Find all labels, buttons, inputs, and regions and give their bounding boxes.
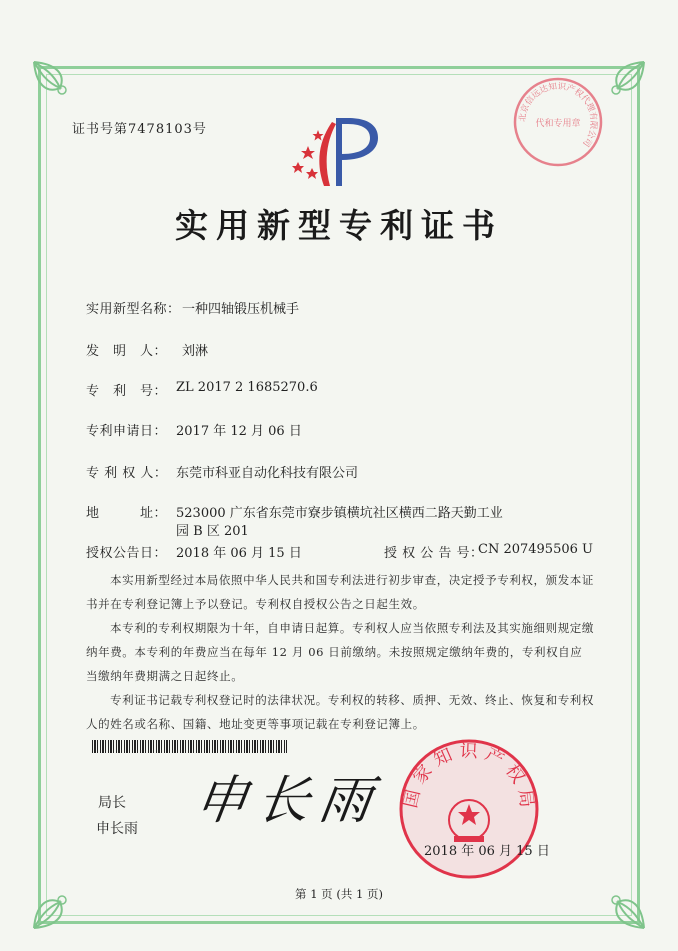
- patent-number: ZL 2017 2 1685270.6: [176, 380, 318, 395]
- paragraph-3: 专利证书记载专利权登记时的法律状况。专利权的转移、质押、无效、终止、恢复和专利权人的姓名或名称、国籍、地址变更等事项记载在专利登记簿上。: [86, 693, 594, 731]
- paragraph-2: 本专利的专利权期限为十年，自申请日起算。专利权人应当依照专利法及其实施细则规定缴纳年费。本专利的年费应当在每年 12 月 06 日前缴纳。未按照规定缴纳年费的，专利权自应当缴纳年费期满之日起终止。: [86, 621, 594, 683]
- barcode: [92, 740, 287, 753]
- grant-number-label: 授 权 公 告 号：: [384, 546, 484, 561]
- utility-model-name-label: 实用新型名称：: [86, 302, 181, 317]
- signature-name: 申长雨: [96, 821, 138, 837]
- agent-stamp-text: 北京信远达知识产权代理有限公司: [517, 81, 599, 149]
- utility-model-name: 一种四轴锻压机械手: [182, 302, 300, 317]
- patent-number-label: 专 利 号：: [86, 384, 168, 399]
- handwritten-signature: 申长雨: [191, 771, 386, 831]
- certificate-number: 证书号第7478103号: [72, 122, 207, 137]
- agent-stamp: [512, 76, 604, 168]
- patentee-label: 专 利 权 人：: [86, 466, 168, 481]
- address-line-1: 523000 广东省东莞市寮步镇横坑社区横西二路天勤工业: [176, 506, 503, 521]
- agent-stamp-center: 代和专用章: [535, 119, 581, 129]
- grant-number: CN 207495506 U: [478, 542, 593, 557]
- address-line-2: 园 B 区 201: [176, 524, 249, 539]
- cnipa-logo-icon: [278, 112, 388, 192]
- seal-date: 2018 年 06 月 15 日: [424, 844, 550, 859]
- seal-text: 国家知识产权局: [400, 740, 538, 815]
- official-seal: [396, 736, 542, 882]
- filing-date: 2017 年 12 月 06 日: [176, 424, 302, 439]
- signature-title: 局长: [98, 795, 126, 811]
- filing-date-label: 专利申请日：: [86, 424, 168, 439]
- corner-ornament-top-left: [26, 54, 96, 124]
- inventor-label: 发 明 人：: [86, 344, 168, 359]
- inventor: 刘淋: [182, 344, 209, 359]
- page-footer: 第 1 页 (共 1 页): [295, 887, 383, 901]
- address-label: 地 址：: [86, 506, 168, 521]
- patentee: 东莞市科亚自动化科技有限公司: [176, 466, 359, 481]
- grant-date: 2018 年 06 月 15 日: [176, 546, 302, 561]
- paragraph-1: 本实用新型经过本局依照中华人民共和国专利法进行初步审查，决定授予专利权，颁发本证书并在专利登记簿上予以登记。专利权自授权公告之日起生效。: [86, 573, 594, 611]
- grant-date-label: 授权公告日：: [86, 546, 168, 561]
- certificate-title: 实用新型专利证书: [175, 206, 503, 245]
